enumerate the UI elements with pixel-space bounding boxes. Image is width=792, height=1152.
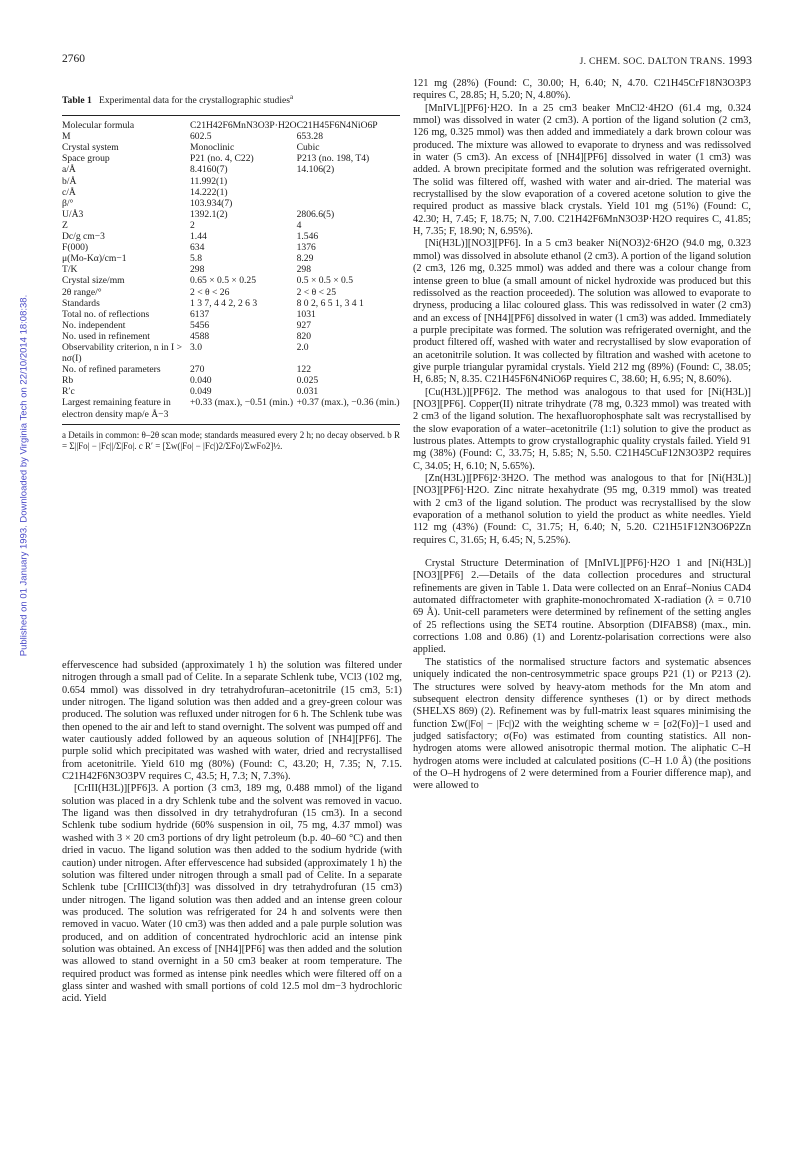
table-caption-text: Experimental data for the crystallographic studies [98, 95, 290, 106]
table-caption: Table 1 Experimental data for the crystallographic studies$^a$ [62, 92, 294, 106]
table-row [62, 153, 400, 164]
compound-2-value: 1031 [296, 308, 316, 320]
right-column [413, 78, 751, 793]
compound-2-value: 2806.6(5) [296, 208, 335, 220]
compound-2-value [297, 198, 400, 209]
compound-1-value: 602.5 [190, 131, 212, 143]
table-row [62, 331, 400, 342]
compound-1-value: C21H42F6MnN3O3P·H2O [190, 120, 297, 132]
download-sidebar [14, 200, 28, 760]
paragraph-cr-complex: [CrIII(H3L)][PF6]3. A portion (3 cm3, 189 mg, 0.488 mmol) of the ligand solution was placed in a dry Schlenk tube and the solvent was removed in vacuo. The ligand was then dissolved in dry tetrahydrofuran (15 cm3). In a second Schlenk tube sodium hydride (60% suspension in oil, 75 mg, 4.37 mmol) was washed with 3 × 20 cm3 portions of dry light petroleum (b.p. 40–60 °C) and then dried in vacuo. The ligand solution was then added to the sodium hydride (with caution) under nitrogen. After effervescence had subsided (approximately 1 h) the solution was filtered under nitrogen through a small pad of Celite. In a separate Schlenk tube [CrIIICl3(thf)3] was dissolved in dry tetrahydrofuran (15 cm3) under nitrogen. The ligand solution was then added and an intense green colour was produced. The solution was refrigerated for 24 h and solvents were then removed in vacuo. Water (10 cm3) was then added and a pale purple solution was produced, and on addition of concentrated hydrochloric acid an intense pink solution was obtained. An excess of [NH4][PF6] was then added and the solution was allowed to stand overnight in a 50 cm3 beaker at room temperature. The required product was formed as intense pink needles which were filtered off on a glass sinter and washed with small portions of cold 12.5 mol dm−3 hydrochloric acid. Yield [62, 783, 402, 1005]
compound-1-value: 8.4160(7) [190, 164, 228, 176]
compound-2-value: +0.37 (max.), −0.36 (min.) [296, 397, 400, 409]
row-label: a/Å [62, 164, 76, 176]
compound-1-value: 3.0 [190, 341, 202, 353]
row-label: Space group [62, 153, 110, 165]
table-row [62, 220, 400, 231]
compound-2-value [297, 187, 400, 198]
row-label: Standards [62, 297, 100, 309]
compound-1-value: 2 < θ < 26 [190, 286, 230, 298]
journal-year: 1993 [728, 53, 752, 67]
compound-2-value: 8.29 [296, 253, 314, 265]
paragraph-mn-complex: [MnIVL][PF6]·H2O. In a 25 cm3 beaker MnCl2·4H2O (61.4 mg, 0.324 mmol) was dissolved in water (2 cm3). A portion of the ligand solution (2 cm3, 126 mg, 0.325 mmol) was then added and immediately a dark brown colour was produced. The mixture was allowed to evaporate to dryness and was redissolved in water (5 cm3). An excess of [NH4][PF6] dissolved in water (1 cm3) was added. A brown precipitate formed and the solution was refrigerated overnight. The solid was filtered off, washed with water and air-dried. The material was recrystallised by the slow evaporation of a covered acetone solution to give the required product as massive black crystals. Yield 101 mg (51%) (Found: C, 42.30; H, 7.45; F, 18.75; N, 7.00. C21H42F6MnN3O3P·H2O requires C, 41.85; H, 7.35; F, 18.90; N, 6.95%). [413, 102, 751, 238]
paragraph-ni-complex: [Ni(H3L)][NO3][PF6]. In a 5 cm3 beaker Ni(NO3)2·6H2O (94.0 mg, 0.323 mmol) was dissolved in absolute ethanol (2 cm3). A portion of the ligand solution (2 cm3, 126 mg, 0.325 mmol) was added and there was a colour change from intense green to blue (a small amount of nickel hydroxide was produced but this redissolved as the reaction proceeded). The solution was allowed to evaporate to dryness, producing a lilac coloured glass. This was redissolved in water (2 cm3) and an excess of [NH4][PF6] dissolved in water (1 cm3) was added. Immediately a purple precipitate was formed. The solution was refrigerated overnight, and the product filtered off, washed with water and recrystallised by slow evaporation of an acetonitrile solution. It was collected by filtration and washed with acetone to give purple triangular pyramidal crystals. Yield 212 mg (89%) (Found: C, 38.05; H, 6.85; N, 8.35. C21H45F6N4NiO6P requires C, 38.60; H, 6.95; N, 8.60%). [413, 238, 751, 386]
compound-1-value: 2 [190, 219, 195, 231]
compound-1-value: 634 [190, 242, 205, 254]
compound-2-value: 298 [296, 264, 311, 276]
table-row [62, 275, 400, 286]
table-row [62, 142, 400, 153]
compound-1-value: 0.049 [190, 386, 212, 398]
row-label: Rb [62, 375, 74, 387]
compound-2-value: C21H45F6N4NiO6P [296, 120, 378, 132]
paragraph-cu-complex: [Cu(H3L)][PF6]2. The method was analogous to that used for [Ni(H3L)][NO3][PF6]. Copper(II) nitrate trihydrate (78 mg, 0.323 mmol) was treated with 2 cm3 of the ligand solution. The hexafluorophosphate salt was recrystallised by the slow evaporation of a water–acetonitrile (1:1) solution to give the product as lustrous plates. Attempts to grow crystallographic quality crystals failed. Yield 91 mg (38%) (Found: C, 33.75; H, 5.85; N, 5.50. C21H45CuF12N3O3P2 requires C, 34.05; H, 6.10; N, 5.65%). [413, 386, 751, 472]
table-row [62, 364, 400, 375]
compound-1-value: Monoclinic [190, 142, 235, 154]
table-label: Table 1 [62, 95, 92, 106]
compound-2-value: 0.031 [296, 386, 319, 398]
compound-1-value: 5.8 [190, 253, 202, 265]
table-row [62, 120, 400, 131]
table-row [62, 287, 400, 298]
compound-2-value: 8 0 2, 6 5 1, 3 4 1 [296, 297, 364, 309]
compound-2-value: 1376 [296, 242, 316, 254]
journal-name: J. CHEM. SOC. DALTON TRANS. [579, 57, 726, 67]
row-label: No. used in refinement [62, 330, 150, 342]
compound-2-value: P213 (no. 198, T4) [296, 153, 370, 165]
table-row [62, 231, 400, 242]
paragraph-zn-complex: [Zn(H3L)][PF6]2·3H2O. The method was analogous to that for [Ni(H3L)][NO3][PF6]·H2O. Zinc nitrate hexahydrate (95 mg, 0.319 mmol) was treated with 2 cm3 of the ligand solution. The product was recrystallised by the slow evaporation of a methanol solution to yield the product as white needles. Yield 112 mg (43%) (Found: C, 31.75; H, 6.40; N, 5.20. C21H51F12N3O6P2Zn requires C, 31.65; H, 6.45; N, 5.25%). [413, 473, 751, 546]
table-row [62, 198, 400, 209]
paragraph-refinement: The statistics of the normalised structure factors and systematic absences uniquely indicated the non-centrosymmetric space groups P21 (1) or P213 (2). The structures were solved by heavy-atom methods for the Mn atom and subsequent electron density difference syntheses (1) or by direct methods (SHELXS 869) (2). Refinement was by full-matrix least squares minimising the function Σw(|Fo| − |Fc|)2 with the weighting scheme w = [σ2(Fo)]−1 used and judged satisfactory; σ(Fo) was estimated from counting statistics. All non-hydrogen atoms were allowed anisotropic thermal motion. The aliphatic C–H hydrogen atoms were included at calculated positions (C–H 1.0 Å) (the positions of the O–H hydrogens of 2 were determined from a Fourier difference map), and were allowed to [413, 656, 751, 792]
paragraph-vcl3-procedure: effervescence had subsided (approximately 1 h) the solution was filtered under nitrogen through a small pad of Celite. In a separate Schlenk tube, VCl3 (102 mg, 0.654 mmol) was dissolved in dry tetrahydrofuran–acetonitrile (15 cm3, 5:1) under nitrogen. The ligand solution was then added and a grey-green colour was produced. The solution was refluxed under nitrogen for 6 h. The Schlenk tube was then opened to the air and left to stand overnight. The solvent was pumped off and water cautiously added followed by an aqueous solution of [NH4][PF6]. The purple solid which precipitated was washed with water, dried and recrystallised from acetonitrile. Yield 610 mg (80%) (Found: C, 43.20; H, 7.35; N, 7.15. C21H42F6N3O3PV requires C, 43.5; H, 7.3; N, 7.3%). [62, 660, 402, 783]
row-label: M [62, 131, 71, 143]
compound-1-value: 14.222(1) [190, 186, 228, 198]
journal-header [580, 53, 752, 68]
compound-1-value: P21 (no. 4, C22) [190, 153, 254, 165]
row-label: No. independent [62, 319, 126, 331]
compound-1-value: +0.33 (max.), −0.51 (min.) [190, 397, 294, 409]
left-column [62, 660, 402, 1006]
table-body [62, 120, 400, 420]
row-label: No. of refined parameters [62, 364, 161, 376]
compound-1-value: 11.992(1) [190, 175, 228, 187]
row-label: Z [62, 219, 68, 231]
compound-1-value: 298 [190, 264, 205, 276]
experimental-data-table [62, 92, 400, 452]
table-row [62, 298, 400, 309]
table-bottom-rule [62, 424, 400, 425]
table-row [62, 342, 400, 364]
row-label: 2θ range/° [62, 286, 102, 298]
row-label: β/° [62, 197, 74, 209]
table-row [62, 187, 400, 198]
table-top-rule [62, 115, 400, 116]
compound-2-value: 653.28 [296, 131, 323, 143]
table-row [62, 264, 400, 275]
download-notice: Published on 01 January 1993. Downloaded by Virginia Tech on 22/10/2014 18:08:38. [18, 294, 30, 657]
row-label: Crystal size/mm [62, 275, 125, 287]
compound-1-value: 270 [190, 364, 205, 376]
compound-1-value: 0.040 [190, 375, 212, 387]
table-row [62, 176, 400, 187]
compound-1-value: 4588 [190, 330, 210, 342]
compound-2-value: 0.025 [296, 375, 319, 387]
table-row [62, 253, 400, 264]
row-label: Observability criterion, n in I > nσ(I) [62, 341, 182, 365]
row-label: Dc/g cm−3 [62, 231, 105, 243]
compound-2-value: 927 [296, 319, 311, 331]
paragraph-cr-yield: 121 mg (28%) (Found: C, 30.00; H, 6.40; N, 4.70. C21H45CrF18N3O3P3 requires C, 28.85; H, 5.20; N, 4.80%). [413, 78, 751, 102]
table-row [62, 375, 400, 386]
table-row [62, 242, 400, 253]
table-row [62, 131, 400, 142]
compound-2-value: 820 [296, 330, 311, 342]
table-row [62, 209, 400, 220]
row-label: T/K [62, 264, 78, 276]
compound-2-value: 14.106(2) [296, 164, 335, 176]
table-footnote: a Details in common: θ–2θ scan mode; standards measured every 2 h; no decay observed. b R = Σ||Fo| − |Fc||/Σ|Fo|. c R′ = [Σw(|Fo| − |Fc|)2/ΣFo|/ΣwFo2]½. [62, 429, 400, 451]
table-row [62, 386, 400, 397]
compound-1-value: 1392.1(2) [190, 208, 228, 220]
compound-2-value: 122 [296, 364, 311, 376]
row-label: U/Å3 [62, 208, 84, 220]
row-label: Crystal system [62, 142, 119, 154]
compound-2-value: 2.0 [296, 341, 309, 353]
compound-1-value: 1 3 7, 4 4 2, 2 6 3 [190, 297, 258, 309]
compound-2-value: 4 [296, 219, 302, 231]
compound-2-value [297, 176, 400, 187]
row-label: R′c [62, 386, 75, 398]
table-row [62, 309, 400, 320]
compound-2-value: 1.546 [296, 231, 319, 243]
paragraph-crystal-structure: Crystal Structure Determination of [MnIVL][PF6]·H2O 1 and [Ni(H3L)][NO3][PF6] 2.—Details of the data collection procedures and structural refinements are given in Table 1. Data were collected on an Enraf–Nonius CAD4 automated diffractometer with graphite-monochromated X-radiation (λ = 0.710 69 Å). Unit-cell parameters were determined by refinement of the setting angles of 25 reflections using the SET4 routine. Absorption (DIFABS8) (max., min. corrections 1.08 and 0.86) (1) and Lorentz-polarisation corrections were also applied. [413, 558, 751, 656]
compound-1-value: 6137 [190, 308, 210, 320]
compound-1-value: 1.44 [190, 231, 207, 243]
page-number: 2760 [62, 53, 85, 65]
table-row [62, 320, 400, 331]
compound-2-value: 0.5 × 0.5 × 0.5 [296, 275, 354, 287]
compound-1-value: 0.65 × 0.5 × 0.25 [190, 275, 256, 287]
compound-1-value: 103.934(7) [190, 197, 233, 209]
compound-2-value: 2 < θ < 25 [296, 286, 337, 298]
row-label: μ(Mo-Kα)/cm−1 [62, 253, 127, 265]
row-label: Total no. of reflections [62, 308, 150, 320]
row-label: c/Å [62, 186, 76, 198]
row-label: b/Å [62, 175, 77, 187]
table-row [62, 164, 400, 175]
row-label: Molecular formula [62, 120, 135, 132]
row-label: F(000) [62, 242, 89, 254]
row-label: Largest remaining feature in electron density map/e Å−3 [62, 397, 171, 420]
compound-1-value: 5456 [190, 319, 210, 331]
compound-2-value: Cubic [296, 142, 320, 154]
table-row [62, 397, 400, 419]
